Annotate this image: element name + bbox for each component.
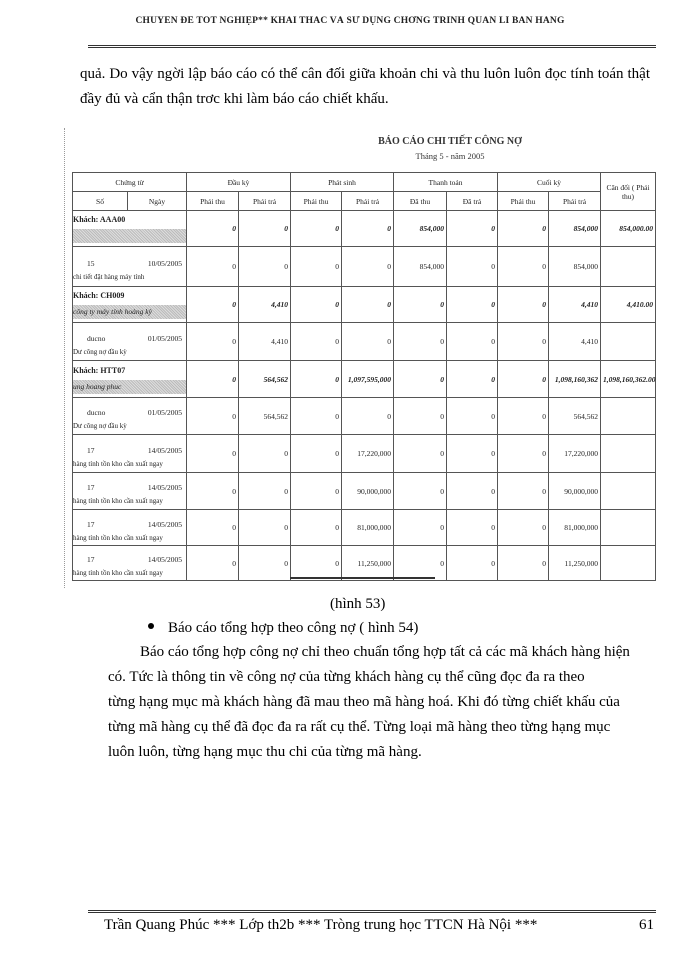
amount-cell: 0 — [447, 323, 498, 361]
amount-cell: 0 — [342, 398, 394, 435]
bullet-text: Báo cáo tổng hợp theo công nợ ( hình 54) — [168, 620, 419, 636]
amount-cell: 0 — [291, 510, 342, 546]
amount-cell: 0 — [187, 287, 239, 323]
voucher-cell — [73, 287, 187, 323]
amount-cell: 90,000,000 — [342, 473, 394, 510]
bullet-icon — [148, 623, 154, 629]
amount-cell: 4,410.00 — [601, 287, 656, 323]
amount-cell: 0 — [498, 510, 549, 546]
amount-cell: 0 — [498, 247, 549, 287]
amount-cell: 81,000,000 — [549, 510, 601, 546]
footer-rule — [88, 910, 656, 913]
amount-cell: 564,562 — [549, 398, 601, 435]
header-chung-tu: Chứng từ — [73, 173, 187, 192]
amount-cell: 0 — [291, 211, 342, 247]
voucher-cell — [73, 546, 187, 581]
amount-cell: 854,000 — [549, 247, 601, 287]
voucher-date: 10/05/2005 — [147, 258, 182, 268]
body-line: từng mã hàng cụ thể đã đọc đa ra rất cụ thể. Từng loại mã hàng theo từng hạng mục — [108, 719, 611, 735]
subheader-cell: Phải thu — [187, 192, 239, 211]
transaction-row — [73, 546, 656, 581]
footer-text: Trần Quang Phúc *** Lớp th2b *** Tròng trung học TTCN Hà Nội *** — [104, 917, 538, 933]
amount-cell: 0 — [394, 323, 447, 361]
amount-cell: 0 — [239, 247, 291, 287]
body-line: Báo cáo tổng hợp công nợ chỉ theo chuẩn tổng hợp tất cả các mã khách hàng hiện — [140, 644, 630, 660]
debt-report-table — [72, 172, 656, 581]
voucher-number: 17 — [87, 555, 95, 564]
intro-paragraph: quả. Do vậy ngời lập báo cáo có thể cân đối giữa khoản chi và thu luôn luôn đọc tính toán thật đầy đủ và cẩn thận trơc khi làm báo cáo chiết khấu. — [80, 66, 650, 107]
amount-cell: 0 — [342, 247, 394, 287]
amount-cell: 90,000,000 — [549, 473, 601, 510]
amount-cell: 0 — [187, 546, 239, 581]
amount-cell: 0 — [498, 211, 549, 247]
table-underline — [290, 577, 435, 579]
amount-cell: 0 — [394, 473, 447, 510]
amount-cell: 0 — [394, 435, 447, 473]
transaction-row — [73, 473, 656, 510]
voucher-number: ducno — [87, 333, 106, 343]
amount-cell: 4,410 — [239, 323, 291, 361]
voucher-cell — [73, 435, 187, 473]
amount-cell: 0 — [187, 398, 239, 435]
amount-cell: 4,410 — [239, 287, 291, 323]
subheader-cell: Phải trả — [342, 192, 394, 211]
voucher-desc: Dư công nợ đầu kỳ — [73, 347, 127, 356]
voucher-number: ducno — [87, 408, 106, 417]
report-title: BÁO CÁO CHI TIẾT CÔNG NỢ — [378, 136, 522, 147]
amount-cell: 0 — [447, 435, 498, 473]
amount-cell: 854,000 — [394, 247, 447, 287]
amount-cell: 0 — [239, 435, 291, 473]
customer-desc: ung hoang phuc — [73, 380, 186, 394]
amount-cell: 0 — [291, 247, 342, 287]
amount-cell: 0 — [447, 398, 498, 435]
footer — [104, 917, 654, 934]
amount-cell: 854,000 — [549, 211, 601, 247]
voucher-cell — [73, 247, 187, 287]
voucher-cell — [73, 323, 187, 361]
transaction-row — [73, 247, 656, 287]
voucher-date: 14/05/2005 — [147, 519, 182, 529]
amount-cell: 0 — [498, 435, 549, 473]
subheader-cell: Phải trả — [549, 192, 601, 211]
amount-cell: 0 — [239, 211, 291, 247]
subheader-cell: Ngày — [128, 192, 187, 211]
customer-row — [73, 361, 656, 398]
amount-cell: 0 — [291, 323, 342, 361]
amount-cell — [601, 546, 656, 581]
amount-cell: 0 — [498, 323, 549, 361]
amount-cell: 4,410 — [549, 287, 601, 323]
amount-cell: 0 — [187, 510, 239, 546]
customer-desc: công ty máy tính hoàng kỳ — [73, 305, 186, 319]
subheader-cell: Đã trả — [447, 192, 498, 211]
customer-desc — [73, 229, 186, 243]
customer-row — [73, 287, 656, 323]
amount-cell: 0 — [498, 287, 549, 323]
amount-cell: 1,098,160,362 — [549, 361, 601, 398]
transaction-row — [73, 510, 656, 546]
body-line: có. Tức là thông tin về công nợ của từng khách hàng cụ thể cũng đọc đa ra theo — [108, 669, 585, 685]
amount-cell: 0 — [342, 211, 394, 247]
voucher-date: 14/05/2005 — [147, 445, 182, 455]
amount-cell — [601, 247, 656, 287]
voucher-desc: hàng tính tồn kho cần xuất ngay — [73, 497, 163, 505]
header-cuoi-ky: Cuối kỳ — [498, 173, 601, 192]
subheader-cell: Số — [73, 192, 128, 211]
amount-cell: 0 — [187, 473, 239, 510]
voucher-desc: hàng tính tồn kho cần xuất ngay — [73, 533, 163, 542]
amount-cell: 0 — [447, 510, 498, 546]
amount-cell — [601, 473, 656, 510]
voucher-desc: chi tiết đặt hàng máy tính — [73, 272, 145, 281]
amount-cell: 81,000,000 — [342, 510, 394, 546]
amount-cell: 0 — [239, 510, 291, 546]
voucher-desc: hàng tính tồn kho cần xuất ngay — [73, 459, 163, 468]
amount-cell: 0 — [394, 546, 447, 581]
customer-name: Khách: AAA00 — [73, 215, 126, 224]
amount-cell: 1,098,160,362.00 — [601, 361, 656, 398]
amount-cell: 0 — [498, 546, 549, 581]
amount-cell: 0 — [498, 361, 549, 398]
subheader-cell: Phải thu — [498, 192, 549, 211]
subheader-cell: Đã thu — [394, 192, 447, 211]
amount-cell: 0 — [239, 546, 291, 581]
amount-cell: 0 — [447, 546, 498, 581]
figure-border — [64, 128, 65, 588]
amount-cell: 11,250,000 — [342, 546, 394, 581]
amount-cell: 0 — [394, 287, 447, 323]
amount-cell: 1,097,595,000 — [342, 361, 394, 398]
amount-cell: 0 — [187, 323, 239, 361]
customer-name: Khách: CH009 — [73, 291, 125, 300]
amount-cell: 0 — [498, 473, 549, 510]
amount-cell: 0 — [187, 211, 239, 247]
customer-name: Khách: HTT07 — [73, 365, 126, 375]
customer-row — [73, 211, 656, 247]
amount-cell: 17,220,000 — [342, 435, 394, 473]
amount-cell: 0 — [291, 435, 342, 473]
amount-cell: 0 — [187, 247, 239, 287]
voucher-desc: hàng tính tồn kho cần xuất ngay — [73, 569, 163, 577]
amount-cell: 564,562 — [239, 398, 291, 435]
subheader-cell: Phải trả — [239, 192, 291, 211]
voucher-number: 17 — [87, 483, 95, 492]
voucher-date: 14/05/2005 — [147, 555, 182, 564]
voucher-number: 17 — [87, 445, 95, 455]
transaction-row — [73, 398, 656, 435]
body-paragraph — [108, 640, 668, 765]
header-dau-ky: Đầu kỳ — [187, 173, 291, 192]
header-thanh-toan: Thanh toán — [394, 173, 498, 192]
header-can-doi: Cân đối ( Phải thu) — [601, 173, 656, 211]
voucher-date: 01/05/2005 — [147, 408, 182, 417]
running-header: CHUYÊN ĐỀ TỐT NGHIỆP** KHAI THÁC VÀ SỬ DỤNG CHƠNG TRÌNH QUẢN LÍ BÁN HÀNG — [135, 16, 565, 26]
voucher-cell — [73, 398, 187, 435]
bullet-item — [148, 620, 418, 637]
amount-cell: 564,562 — [239, 361, 291, 398]
amount-cell: 854,000.00 — [601, 211, 656, 247]
voucher-desc: Dư công nợ đầu kỳ — [73, 422, 127, 430]
amount-cell — [601, 323, 656, 361]
amount-cell: 854,000 — [394, 211, 447, 247]
amount-cell: 0 — [239, 473, 291, 510]
voucher-number: 17 — [87, 519, 95, 529]
amount-cell — [601, 435, 656, 473]
transaction-row — [73, 435, 656, 473]
report-subtitle: Tháng 5 - năm 2005 — [415, 151, 485, 161]
amount-cell — [601, 510, 656, 546]
subheader-cell: Phải thu — [291, 192, 342, 211]
body-line: từng hạng mục mà khách hàng đã mau theo mã hàng hoá. Khi đó từng chiết khấu của — [108, 694, 620, 710]
amount-cell: 17,220,000 — [549, 435, 601, 473]
amount-cell: 4,410 — [549, 323, 601, 361]
amount-cell: 0 — [291, 361, 342, 398]
voucher-cell — [73, 361, 187, 398]
amount-cell: 0 — [447, 287, 498, 323]
header-phat-sinh: Phát sinh — [291, 173, 394, 192]
amount-cell: 0 — [187, 435, 239, 473]
amount-cell: 0 — [342, 323, 394, 361]
amount-cell: 0 — [291, 287, 342, 323]
amount-cell: 0 — [447, 361, 498, 398]
amount-cell: 11,250,000 — [549, 546, 601, 581]
voucher-cell — [73, 510, 187, 546]
amount-cell — [601, 398, 656, 435]
voucher-cell — [73, 211, 187, 247]
voucher-date: 14/05/2005 — [147, 483, 182, 492]
amount-cell: 0 — [394, 398, 447, 435]
amount-cell: 0 — [447, 473, 498, 510]
amount-cell: 0 — [187, 361, 239, 398]
figure-caption: (hình 53) — [330, 596, 386, 612]
amount-cell: 0 — [394, 361, 447, 398]
amount-cell: 0 — [498, 398, 549, 435]
voucher-cell — [73, 473, 187, 510]
body-line: luôn luôn, từng hạng mục thu chi của từng mã hàng. — [108, 744, 422, 760]
amount-cell: 0 — [447, 247, 498, 287]
amount-cell: 0 — [291, 398, 342, 435]
amount-cell: 0 — [291, 546, 342, 581]
voucher-number: 15 — [87, 258, 95, 268]
voucher-date: 01/05/2005 — [147, 333, 182, 343]
amount-cell: 0 — [342, 287, 394, 323]
transaction-row — [73, 323, 656, 361]
page-number: 61 — [639, 917, 654, 933]
amount-cell: 0 — [394, 510, 447, 546]
amount-cell: 0 — [291, 473, 342, 510]
amount-cell: 0 — [447, 211, 498, 247]
header-rule — [88, 45, 656, 48]
